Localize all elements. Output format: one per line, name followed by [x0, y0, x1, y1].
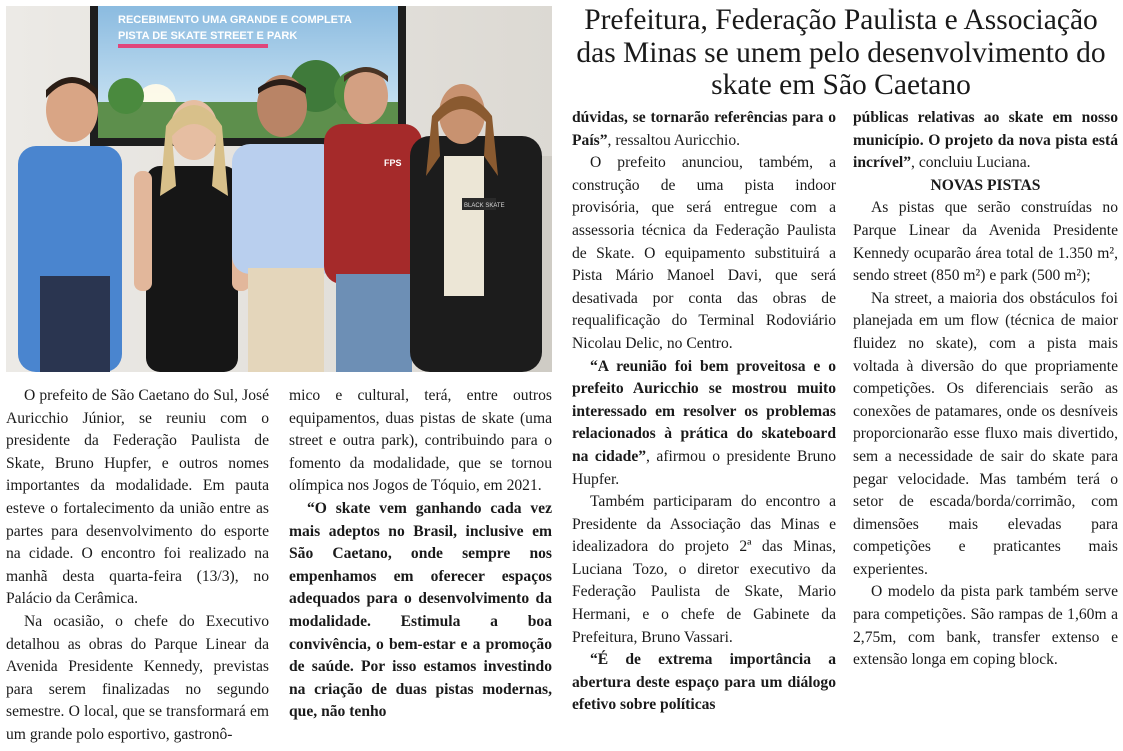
article-column-1 [6, 385, 269, 747]
quote-paragraph [853, 107, 1118, 175]
quote-paragraph [289, 498, 552, 724]
quote-paragraph [572, 107, 836, 152]
paragraph: O prefeito de São Caetano do Sul, José Auricchio Júnior, se reuniu com o presidente da Federação Paulista de Skate, Bruno Hupfer, e outros nomes importantes da modalidade. Em pauta esteve o fortalecimento da união entre as partes para desenvolvimento do esporte na cidade. O encontro foi realizado na manhã desta quarta-feira (13/3), no Palácio da Cerâmica. [6, 387, 269, 608]
paragraph: O modelo da pista park também serve para competições. São rampas de 1,60m a 2,75m, com bank, transfer extenso e extensão longa em coping block. [853, 583, 1118, 669]
group-photo-illustration [6, 6, 552, 372]
quote-text: “O skate vem ganhando cada vez mais adeptos no Brasil, inclusive em São Caetano, onde sempre nos empenhamos em oferecer espaços adequados para o desenvolvimento da modalidade. Estimula a boa convivência, o bem-estar e a promoção de saúde. Por isso estamos investindo na criação de duas pistas modernas, que, não tenho [289, 499, 552, 721]
screen-text-1: RECEBIMENTO UMA GRANDE E COMPLETA [118, 14, 352, 26]
screen-text-2: PISTA DE SKATE STREET E PARK [118, 30, 298, 42]
shirt-text: FPS [384, 158, 402, 168]
quote-paragraph [572, 356, 836, 492]
article-column-3 [572, 107, 836, 717]
paragraph: As pistas que serão construídas no Parque Linear da Avenida Presidente Kennedy ocuparão área total de 1.350 m², sendo street (850 m²) e park (500 m²); [853, 199, 1118, 285]
paragraph: mico e cultural, terá, entre outros equipamentos, duas pistas de skate (uma street e outra park), contribuindo para o fomento da modalidade, que se tornou olímpica nos Jogos de Tóquio, em 2021. [289, 387, 552, 495]
attribution: , afirmou o presidente Bruno Hupfer. [572, 447, 837, 488]
quote-text: dúvidas, se tornarão referências para o País” [572, 109, 836, 149]
paragraph: O prefeito anunciou, também, a construção de uma pista indoor provisória, que será entregue com a assessoria técnica da Federação Paulista de Skate. O equipamento substituirá a Pista Mário Manoel Davi, que será desativada por conta das obras de requalificação do Terminal Rodoviário Nicolau Delic, no Centro. [572, 154, 836, 352]
jacket-text: BLACK SKATE [464, 203, 505, 209]
headline: Prefeitura, Federação Paulista e Associação das Minas se unem pelo desenvolvimento do skate em São Caetano [576, 4, 1106, 101]
article-column-2 [289, 385, 552, 724]
news-photo [6, 6, 552, 372]
quote-text: “A reunião foi bem proveitosa e o prefeito Auricchio se mostrou muito interessado em resolver os problemas relacionados à prática do skateboard na cidade” [572, 357, 836, 465]
quote-paragraph [572, 649, 836, 717]
attribution: , concluiu Luciana. [911, 154, 1031, 172]
paragraph: Na ocasião, o chefe do Executivo detalhou as obras do Parque Linear da Avenida Presidente Kennedy, previstas para serem finalizadas no segundo semestre. O local, que se transformará em um grande polo esportivo, gastronô- [6, 612, 269, 743]
attribution: , ressaltou Auricchio. [607, 131, 741, 149]
paragraph: Na street, a maioria dos obstáculos foi planejada em um flow (técnica de maior fluidez no skate), com a pista mais voltada à diversão do que propriamente competições. Os diferenciais serão as conexões de patamares, onde os desníveis proporcionarão esse fluxo mais divertido, sem a necessidade de sair do skate para pegar velocidade. Mas também terá o setor de escada/borda/corrimão, com dimensões mais elevadas para competições e praticantes mais experientes. [853, 289, 1118, 578]
article-column-4 [853, 107, 1118, 672]
quote-text: públicas relativas ao skate em nosso município. O projeto da nova pista está incrível” [853, 109, 1118, 172]
paragraph: Também participaram do encontro a Presidente da Associação das Minas e idealizadora do projeto 2ª das Minas, Luciana Tozo, o diretor executivo da Federação Paulista de Skate, Mario Hermani, e o chefe de Gabinete da Prefeitura, Bruno Vassari. [572, 493, 836, 646]
quote-text: “É de extrema importância a abertura deste espaço para um diálogo efetivo sobre políticas [572, 651, 836, 714]
section-subheading: NOVAS PISTAS [930, 176, 1041, 194]
